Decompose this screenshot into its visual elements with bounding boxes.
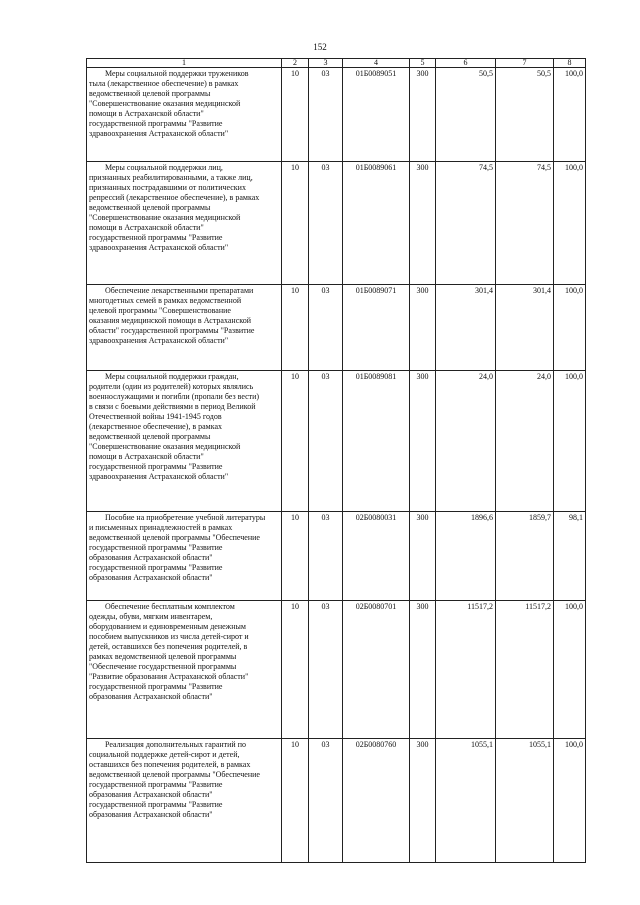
plan-amount: 301,4 [436,285,496,371]
description-line: образования Астраханской области" [89,553,213,562]
execution-percent: 100,0 [554,162,586,285]
description-line: государственной программы "Развитие [89,119,223,128]
column-header: 4 [343,59,410,68]
plan-amount: 11517,2 [436,601,496,739]
expense-type-code: 300 [410,285,436,371]
description-line: ведомственной целевой программы [89,432,211,441]
description-line: здравоохранения Астраханской области" [89,243,229,252]
description-line: оказания медицинской помощи в Астраханской [89,316,252,325]
expense-type-code: 300 [410,739,436,863]
budget-table [86,58,586,863]
actual-amount: 74,5 [496,162,554,285]
description-line: образования Астраханской области" [89,790,213,799]
description-line: Меры социальной поддержки граждан, [105,372,239,381]
description-line: государственной программы "Развитие [89,462,223,471]
row-description [87,512,282,601]
section-code: 10 [282,512,309,601]
subsection-code: 03 [309,162,343,285]
execution-percent: 98,1 [554,512,586,601]
subsection-code: 03 [309,739,343,863]
description-line: оборудованием и единовременным денежным [89,622,246,631]
column-header: 1 [87,59,282,68]
actual-amount: 50,5 [496,68,554,162]
table-row [87,371,586,512]
column-header: 7 [496,59,554,68]
description-line: государственной программы "Развитие [89,682,223,691]
description-line: государственной программы "Развитие [89,800,223,809]
plan-amount: 24,0 [436,371,496,512]
column-header: 6 [436,59,496,68]
column-header: 8 [554,59,586,68]
column-header: 2 [282,59,309,68]
subsection-code: 03 [309,601,343,739]
description-line: "Совершенствование оказания медицинской [89,442,241,451]
description-line: целевой программы "Совершенствование [89,306,231,315]
page-number: 152 [313,42,327,52]
row-description [87,162,282,285]
table-row [87,285,586,371]
description-line: Отечественной войны 1941-1945 годов [89,412,222,421]
expense-type-code: 300 [410,601,436,739]
actual-amount: 24,0 [496,371,554,512]
column-header: 5 [410,59,436,68]
description-line: социальной поддержке детей-сирот и детей, [89,750,240,759]
description-line: здравоохранения Астраханской области" [89,472,229,481]
actual-amount: 301,4 [496,285,554,371]
target-article-code: 02Б0080760 [343,739,410,863]
description-line: Меры социальной поддержки тружеников [105,69,249,78]
table-row [87,512,586,601]
actual-amount: 11517,2 [496,601,554,739]
description-line: Обеспечение бесплатным комплектом [105,602,235,611]
description-line: рамках ведомственной целевой программы [89,652,237,661]
description-line: родители (один из родителей) которых являлись [89,382,254,391]
description-line: "Совершенствование оказания медицинской [89,99,241,108]
row-description [87,739,282,863]
plan-amount: 50,5 [436,68,496,162]
description-line: государственной программы "Развитие [89,563,223,572]
expense-type-code: 300 [410,68,436,162]
execution-percent: 100,0 [554,739,586,863]
table-row [87,162,586,285]
execution-percent: 100,0 [554,371,586,512]
description-line: государственной программы "Развитие [89,543,223,552]
header-row [87,59,586,68]
column-header: 3 [309,59,343,68]
description-line: здравоохранения Астраханской области" [89,129,229,138]
target-article-code: 01Б0089051 [343,68,410,162]
description-line: "Развитие образования Астраханской области" [89,672,249,681]
row-description [87,371,282,512]
target-article-code: 01Б0089081 [343,371,410,512]
description-line: образования Астраханской области" [89,573,213,582]
description-line: области" государственной программы "Развитие [89,326,255,335]
actual-amount: 1055,1 [496,739,554,863]
description-line: "Обеспечение государственной программы [89,662,237,671]
plan-amount: 74,5 [436,162,496,285]
plan-amount: 1055,1 [436,739,496,863]
description-line: ведомственной целевой программы "Обеспечение [89,770,260,779]
description-line: (лекарственное обеспечение), в рамках [89,422,223,431]
description-line: здравоохранения Астраханской области" [89,336,229,345]
description-line: и письменных принадлежностей в рамках [89,523,233,532]
description-line: помощи в Астраханской области" [89,109,204,118]
execution-percent: 100,0 [554,601,586,739]
description-line: Меры социальной поддержки лиц, [105,163,223,172]
subsection-code: 03 [309,371,343,512]
description-line: Реализация дополнительных гарантий по [105,740,246,749]
section-code: 10 [282,739,309,863]
target-article-code: 02Б0080031 [343,512,410,601]
target-article-code: 01Б0089071 [343,285,410,371]
description-line: "Совершенствование оказания медицинской [89,213,241,222]
row-description [87,285,282,371]
subsection-code: 03 [309,68,343,162]
description-line: помощи в Астраханской области" [89,223,204,232]
table-row [87,739,586,863]
description-line: образования Астраханской области" [89,810,213,819]
description-line: одежды, обуви, мягким инвентарем, [89,612,213,621]
description-line: ведомственной целевой программы "Обеспечение [89,533,260,542]
row-description [87,601,282,739]
description-line: военнослужащими и погибли (пропали без вести) [89,392,260,401]
subsection-code: 03 [309,285,343,371]
target-article-code: 01Б0089061 [343,162,410,285]
description-line: в связи с боевыми действиями в период Великой [89,402,256,411]
description-line: многодетных семей в рамках ведомственной [89,296,242,305]
section-code: 10 [282,285,309,371]
description-line: Обеспечение лекарственными препаратами [105,286,254,295]
expense-type-code: 300 [410,512,436,601]
description-line: ведомственной целевой программы [89,89,211,98]
section-code: 10 [282,371,309,512]
description-line: тыла (лекарственное обеспечение) в рамках [89,79,239,88]
section-code: 10 [282,68,309,162]
description-line: признанных реабилитированными, а также лиц, [89,173,253,182]
section-code: 10 [282,601,309,739]
execution-percent: 100,0 [554,68,586,162]
description-line: признанных пострадавшими от политических [89,183,246,192]
section-code: 10 [282,162,309,285]
expense-type-code: 300 [410,162,436,285]
subsection-code: 03 [309,512,343,601]
table-row [87,601,586,739]
description-line: образования Астраханской области" [89,692,213,701]
description-line: пособием выпускников из числа детей-сирот и [89,632,249,641]
description-line: оставшихся без попечения родителей, в рамках [89,760,251,769]
description-line: помощи в Астраханской области" [89,452,204,461]
description-line: государственной программы "Развитие [89,780,223,789]
table-row [87,68,586,162]
description-line: государственной программы "Развитие [89,233,223,242]
description-line: репрессий (лекарственное обеспечение), в рамках [89,193,260,202]
description-line: Пособие на приобретение учебной литературы [105,513,266,522]
target-article-code: 02Б0080701 [343,601,410,739]
plan-amount: 1896,6 [436,512,496,601]
description-line: детей, оставшихся без попечения родителей, в [89,642,248,651]
row-description [87,68,282,162]
expense-type-code: 300 [410,371,436,512]
execution-percent: 100,0 [554,285,586,371]
description-line: ведомственной целевой программы [89,203,211,212]
actual-amount: 1859,7 [496,512,554,601]
